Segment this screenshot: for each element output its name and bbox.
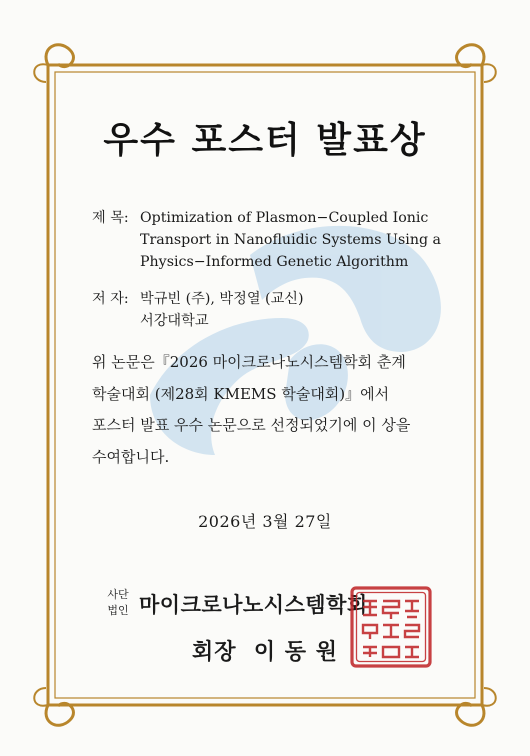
paper-title-line: Optimization of Plasmon−Coupled Ionic: [140, 210, 429, 226]
statement-line: 위 논문은『2026 마이크로나노시스템학회 춘계: [92, 353, 406, 371]
paper-title-line: Physics−Informed Genetic Algorithm: [140, 254, 409, 270]
org-type-line: 사단: [107, 588, 129, 601]
award-date: 2026년 3월 27일: [198, 512, 332, 531]
certificate-title: 우수 포스터 발표상: [103, 120, 427, 161]
org-type-line: 법인: [107, 604, 129, 617]
statement-line: 학술대회 (제28회 KMEMS 학술대회)』에서: [92, 384, 390, 403]
award-statement: [92, 347, 452, 473]
org-type: [105, 587, 131, 619]
author-names: 박규빈 (주), 박정열 (교신): [140, 291, 304, 307]
affiliation: 서강대학교: [140, 313, 209, 329]
authors-label: 저 자:: [92, 291, 129, 307]
statement-line: 수여합니다.: [92, 447, 170, 466]
president-name: 회장 이 동 원: [192, 640, 338, 665]
authors-block: [140, 288, 440, 332]
statement-line: 포스터 발표 우수 논문으로 선정되었기에 이 상을: [92, 416, 411, 434]
paper-title-line: Transport in Nanofluidic Systems Using a: [140, 232, 442, 248]
official-seal: [349, 585, 433, 669]
organization-name: 마이크로나노시스템학회: [139, 593, 368, 617]
subject-label: 제 목:: [92, 210, 129, 226]
paper-title: [140, 207, 440, 273]
